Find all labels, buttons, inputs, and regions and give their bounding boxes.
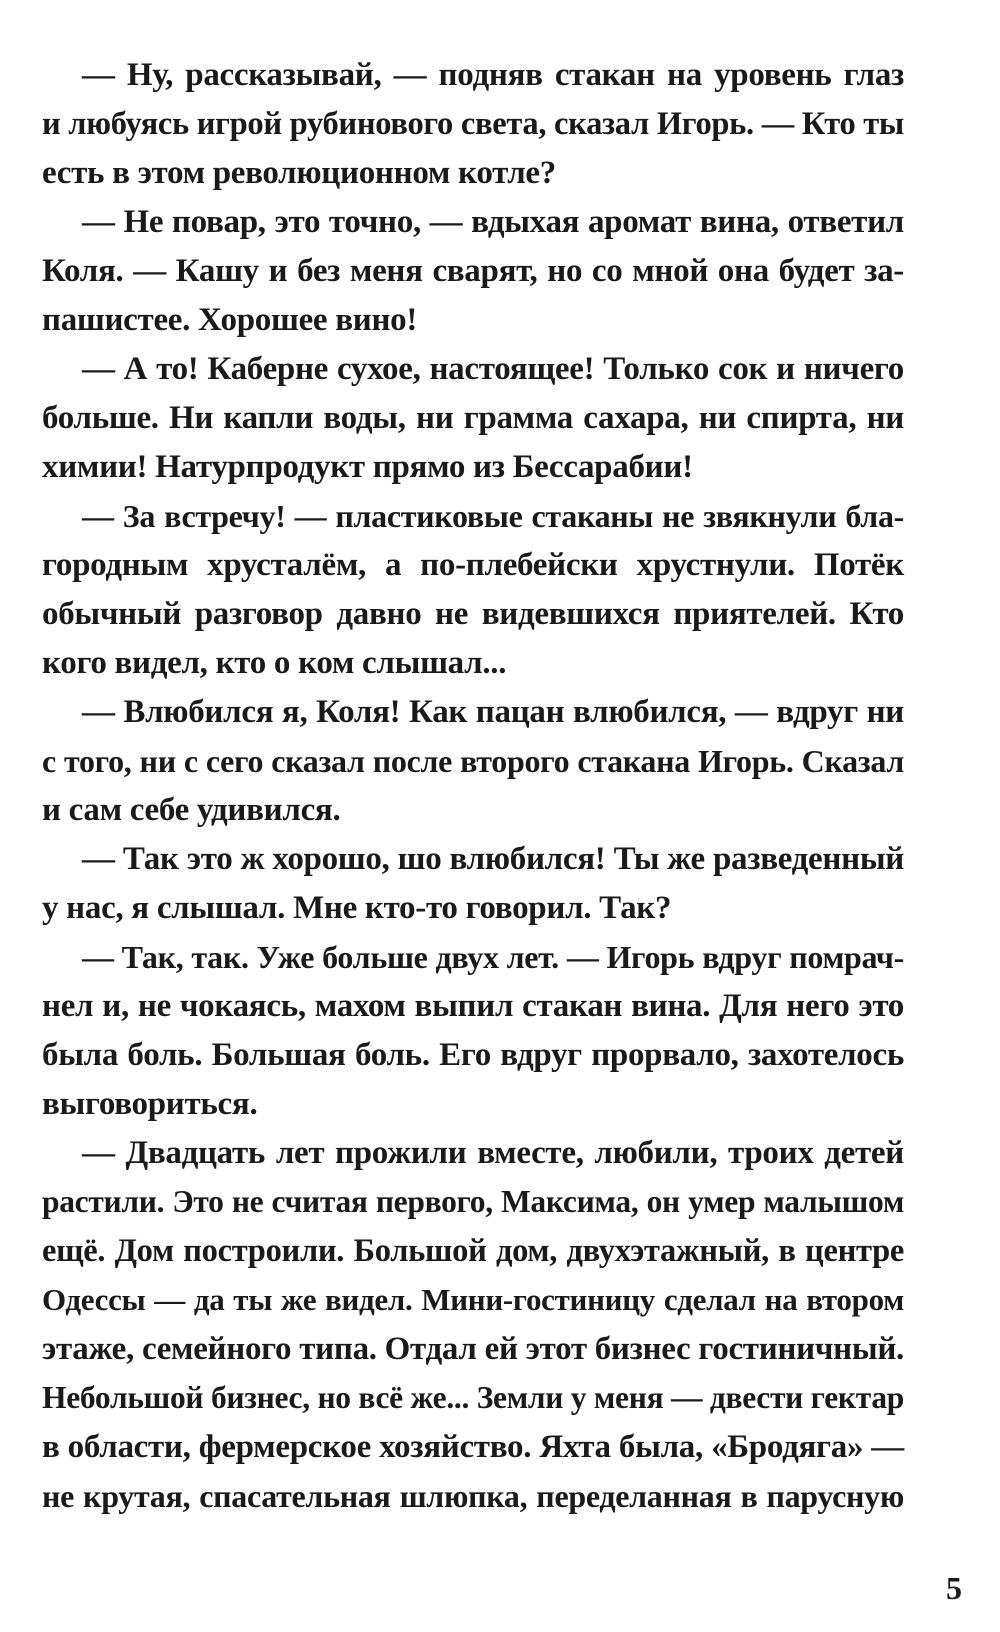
text-line: — Так это ж хорошо, шо влюбился! Ты же разведенный: [82, 841, 904, 877]
text-line: и сам себе удивился.: [42, 792, 341, 828]
text-line: — А то! Каберне сухое, настоящее! Только сок и ничего: [82, 351, 904, 387]
text-line: и любуясь игрой рубинового света, сказал Игорь. — Кто ты: [42, 106, 904, 142]
text-line: больше. Ни капли воды, ни грамма сахара, ни спирта, ни: [42, 400, 904, 436]
text-line: — Влюбился я, Коля! Как пацан влюбился, — вдруг ни: [82, 694, 904, 730]
text-line: обычный разговор давно не видевшихся приятелей. Кто: [42, 596, 904, 632]
book-page: [42, 50, 904, 1610]
page-number: 5: [946, 1570, 962, 1606]
text-line: городным хрусталём, а по-плебейски хрустнули. Потёк: [42, 547, 904, 583]
text-line: нел и, не чокаясь, махом выпил стакан вина. Для него это: [42, 988, 904, 1024]
text-line: Одессы — да ты же видел. Мини-гостиницу сделал на втором: [42, 1282, 904, 1317]
text-line: в области, фермерское хозяйство. Яхта была, «Бродяга» —: [42, 1429, 904, 1465]
text-line: кого видел, кто о ком слышал...: [42, 645, 507, 681]
text-line: пашистее. Хорошее вино!: [42, 302, 418, 338]
text-line: не крутая, спасательная шлюпка, переделанная в парусную: [42, 1478, 904, 1514]
text-line: есть в этом революционном котле?: [42, 155, 556, 191]
text-line: выговориться.: [42, 1086, 258, 1122]
text-line: с того, ни с сего сказал после второго стакана Игорь. Сказал: [42, 743, 904, 779]
text-line: Небольшой бизнес, но всё же... Земли у меня — двести гектар: [42, 1380, 904, 1415]
text-line: была боль. Большая боль. Его вдруг прорвало, захотелось: [42, 1037, 904, 1073]
text-line: — Двадцать лет прожили вместе, любили, троих детей: [82, 1135, 904, 1171]
text-line: химии! Натурпродукт прямо из Бессарабии!: [42, 449, 693, 485]
text-line: ещё. Дом построили. Большой дом, двухэтажный, в центре: [42, 1233, 904, 1269]
text-line: растили. Это не считая первого, Максима, он умер малышом: [42, 1184, 904, 1219]
text-line: Коля. — Кашу и без меня сварят, но со мной она будет за-: [42, 253, 904, 289]
text-line: — Так, так. Уже больше двух лет. — Игорь вдруг помрач-: [82, 939, 904, 975]
text-line: у нас, я слышал. Мне кто-то говорил. Так?: [42, 890, 672, 926]
text-line: этаже, семейного типа. Отдал ей этот бизнес гостиничный.: [42, 1331, 904, 1367]
text-line: — За встречу! — пластиковые стаканы не звякнули бла-: [82, 498, 904, 534]
text-line: — Ну, рассказывай, — подняв стакан на уровень глаз: [82, 57, 904, 93]
text-line: — Не повар, это точно, — вдыхая аромат вина, ответил: [82, 204, 904, 240]
